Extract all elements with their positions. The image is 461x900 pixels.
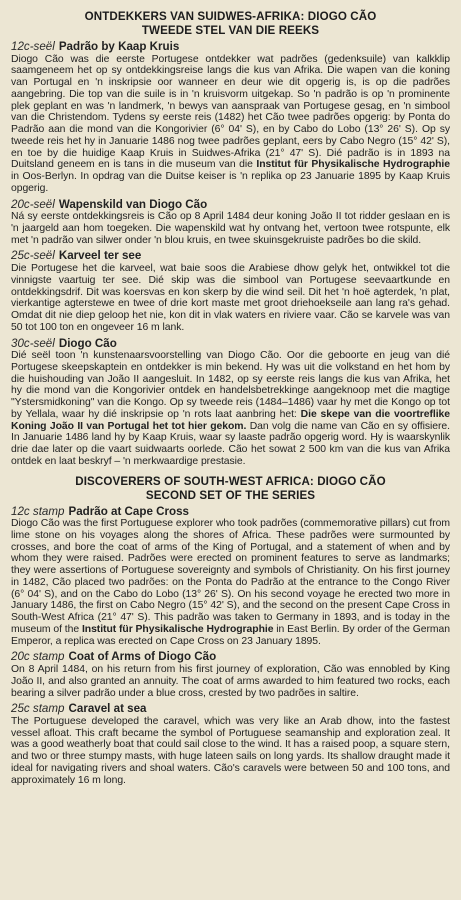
english-stamp-25c — [11, 702, 450, 786]
stamp-denomination: 12c stamp — [11, 504, 65, 518]
afrikaans-stamp-20c — [11, 198, 450, 247]
afrikaans-stamp-25c — [11, 249, 450, 333]
stamp-title: Karveel ter see — [58, 249, 142, 263]
stamp-title: Diogo Cão — [58, 336, 117, 350]
stamp-denomination: 30c-seël — [11, 336, 55, 350]
stamp-description: The Portuguese developed the caravel, which was very like an Arab dhow, into the fastest vessel afloat. This craft became the symbol of Portuguese seamanship and exploration zeal. It was a good weatherly boat that could sail close to the wind. It has a raised poop, a square stern, and two or three stumpy masts, with huge lateen sails on long yards. Its shallow draught made it ideal for navigating rivers and shoal waters. Cão's caravels were between 50 and 100 tons, and approximately 16 m long. — [11, 715, 450, 786]
stamp-denomination: 25c-seël — [11, 249, 55, 263]
stamp-denomination: 25c stamp — [11, 702, 65, 716]
stamp-description: Diogo Cão was die eerste Portugese ontdekker wat padrões (gedenksuile) van kalkklip saamgeneem het op sy ontdekkingsreise langs die kus van Afrika. Die wapen van die koning van Portugal en 'n inskripsie oor wanneer en deur wie dit opgerig is, is op die padrões aangebring. Die top van die suile is in 'n kruisvorm uitgekap. So 'n padrão is op 'n prominente plek geplant en was 'n landmerk, 'n bewys van aanspraak van Portugese gesag, en 'n simbool van die Christendom. Tydens sy eerste reis (1482) het Cão twee padrões opgerig: by Ponta do Padrão aan die mond van die Kongorivier (6° 04' S), en by Cabo do Lobo (13° 26' S). Op sy tweede reis het hy in Januarie 1486 nog twee padrões geplant, eers by Cabo Negro (15° 42' S), en toe by die huidige Kaap Kruis in Suidwes-Afrika (21° 47' S). Dié padrão is in 1893 na Duitsland geneem en is tans in die museum van die Institut für Physikalische Hydrographie in Oos-Berlyn. In opdrag van die Duitse keiser is 'n replika op 23 Januarie 1895 by Kaap Kruis opgerig. — [11, 53, 450, 194]
stamp-denomination: 12c-seël — [11, 40, 55, 53]
afrikaans-stamp-12c — [11, 40, 450, 195]
stamp-description: Ná sy eerste ontdekkingsreis is Cão op 8 April 1484 deur koning João II tot ridder geslaan en is 'n jaargeld aan hom toegeken. Die wapenskild wat hy ontvang het, vertoon twee rotspunte, elk met 'n padrão van silwer onder 'n blou kruis, en twee skuinsgekruiste padrões bo die skild. — [11, 211, 450, 246]
afrikaans-stamp-30c — [11, 337, 450, 468]
stamp-title: Padrão by Kaap Kruis — [58, 40, 180, 53]
stamp-description: On 8 April 1484, on his return from his first journey of exploration, Cão was ennobled by King João II, and also granted an annuity. The coat of arms awarded to him featured two rocks, each bearing a silver padrão under a blue cross, crested by two padrões in saltire. — [11, 664, 450, 699]
stamp-description: Die Portugese het die karveel, wat baie soos die Arabiese dhow gelyk het, ontwikkel tot die vinnigste vaartuig ter see. Dié skip was die simbool van Portugese seevaartkunde en ontdekkingsdrif. Dit was koersvas en kon skerp by die wind seil. Dit het 'n hoë agterdek, 'n plat, vierkantige agterstewe en twee of drie kort maste met groot driehoekseile aan lang ra's gehad. Omdat dit nie diep geloop het nie, kon dit in vlak waters en riviere vaar. Cão se karvele was van 50 tot 100 ton en ongeveer 16 m lank. — [11, 263, 450, 333]
english-stamp-12c — [11, 505, 450, 648]
stamp-title: Padrão at Cape Cross — [68, 504, 189, 518]
stamp-title: Coat of Arms of Diogo Cão — [68, 650, 217, 664]
stamp-denomination: 20c stamp — [11, 650, 65, 664]
english-stamp-20c — [11, 650, 450, 699]
afrikaans-heading-2: TWEEDE STEL VAN DIE REEKS — [141, 24, 320, 37]
stamp-description: Diogo Cão was the first Portuguese explorer who took padrões (commemorative pillars) cut from lime stone on his voyages along the shores of Africa. These padrões were surmounted by crosses, and bore the coat of arms of the King of Portugal, and a statement of when and by whom they were raised. Padrões were erected on prominent features to serve as landmarks; they were assertions of Portuguese sovereignty and symbols of Christianity. On his first journey in 1482, Cão placed two padrões: on the Ponta do Padrão at the entrance to the Congo River (6° 04' S), and on the Cabo do Lobo (13° 26' S). On his second voyage he erected two more in January 1486, the first on Cabo Negro (15° 42' S), and the second on the present Cape Cross in South-West Africa (21° 47' S). This padrão was taken to Germany in 1893, and is today in the museum of the Institut für Physikalische Hydrographie in East Berlin. By order of the German Emperor, a replica was erected on Cape Cross on 23 January 1895. — [11, 518, 450, 647]
stamp-denomination: 20c-seël — [11, 197, 55, 211]
english-heading-2: SECOND SET OF THE SERIES — [145, 488, 316, 502]
stamp-description: Dié seël toon 'n kunstenaarsvoorstelling van Diogo Cão. Oor die geboorte en jeug van dié Portugese skeepskaptein en ontdekker is min bekend. Hy was uit die volkstand en het hom by die huishouding van João II aangesluit. In 1482, op sy eerste reis langs die kus van Afrika, het hy die mond van die Kongorivier ontdek en handelsbetrekkinge aangeknoop met die magtige "Ystersmidkoning" van die Kongo. Op sy tweede reis (1484–1486) vaar hy met die Kongo op tot by Yellala, waar hy dié inskripsie op 'n rots laat aanbring het: Die skepe van die voortreflike Koning João II van Portugal het tot hier gekom. Dan volg die name van Cão en sy offisiere. In Januarie 1486 land hy by Kaap Kruis, waar sy laaste padrão opgerig word. Hy is waarskynlik drie dae later op die vaart suidwaarts oorlede. Cão het sowat 2 500 km van die kus van Afrika ontdek en laat beskryf – 'n merkwaardige prestasie. — [11, 350, 451, 467]
stamp-title: Wapenskild van Diogo Cão — [58, 197, 208, 211]
stamp-title: Caravel at sea — [68, 702, 147, 716]
english-heading-1: DISCOVERERS OF SOUTH-WEST AFRICA: DIOGO CÃO — [75, 474, 386, 488]
afrikaans-heading-1: ONTDEKKERS VAN SUIDWES-AFRIKA: DIOGO CÃO — [84, 10, 377, 23]
